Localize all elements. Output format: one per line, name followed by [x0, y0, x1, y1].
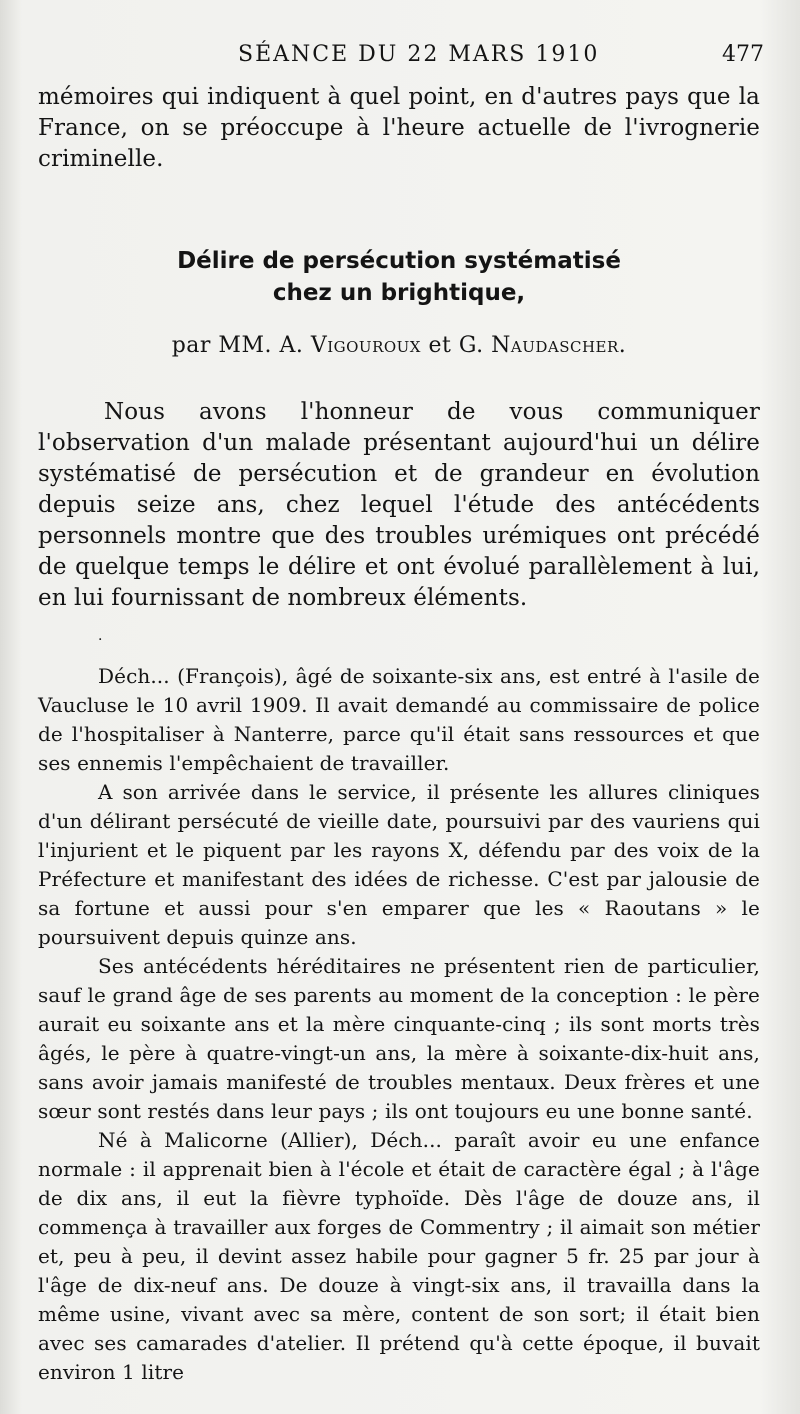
- page-number: 477: [722, 42, 764, 67]
- separator-dot: ·: [98, 632, 103, 648]
- article-title: [38, 245, 760, 309]
- body-paragraph: Ses antécédents héréditaires ne présentent rien de particulier, sauf le grand âge de ses parents au moment de la conception : le père aurait eu soixante ans et la mère cinquante-cinq ; ils sont morts très âgés, le père à quatre-vingt-un ans, la mère à soixante-dix-huit ans, sans avoir jamais manifesté de troubles mentaux. Deux frères et une sœur sont restés dans leur pays ; ils ont toujours eu une bonne santé.: [38, 954, 760, 1123]
- article-title-line2: chez un brightique,: [272, 280, 526, 306]
- body-paragraph: Né à Malicorne (Allier), Déch... paraît avoir eu une enfance normale : il apprenait bien à l'école et était de caractère égal ; à l'âge de dix ans, il eut la fièvre typhoïde. Dès l'âge de douze ans, il commença à travailler aux forges de Commentry ; il aimait son métier et, peu à peu, il devint assez habile pour gagner 5 fr. 25 par jour à l'âge de dix-neuf ans. De douze à vingt-six ans, il travailla dans la même usine, vivant avec sa mère, content de son sort; il était bien avec ses camarades d'atelier. Il prétend qu'à cette époque, il buvait environ 1 litre: [38, 1128, 760, 1384]
- intro-paragraph: Nous avons l'honneur de vous communiquer l'observation d'un malade présentant aujourd'hui un délire systématisé de persécution et de grandeur en évolution depuis seize ans, chez lequel l'étude des antécédents personnels montre que des troubles urémiques ont précédé de quelque temps le délire et ont évolué parallèlement à lui, en lui fournissant de nombreux éléments.: [38, 399, 760, 611]
- byline: [38, 331, 760, 361]
- lead-paragraph: mémoires qui indiquent à quel point, en d'autres pays que la France, on se préoccupe à l'heure actuelle de l'ivrognerie criminelle.: [38, 84, 760, 172]
- article-title-line1: Délire de persécution systématisé: [177, 248, 621, 274]
- byline-prefix: par MM. A.: [171, 333, 304, 358]
- author-naudascher: Naudascher.: [491, 333, 627, 358]
- section-separator: [38, 614, 760, 662]
- byline-mid: et G.: [428, 333, 484, 358]
- body-paragraph: Déch... (François), âgé de soixante-six ans, est entré à l'asile de Vaucluse le 10 avril 1909. Il avait demandé au commissaire de police de l'hospitaliser à Nanterre, parce qu'il était sans ressources et que ses ennemis l'empêchaient de travailler.: [38, 664, 760, 775]
- page-content: [38, 82, 760, 1387]
- author-vigouroux: Vigouroux: [310, 333, 421, 358]
- running-title: SÉANCE DU 22 MARS 1910: [238, 42, 600, 67]
- running-head: [0, 42, 800, 72]
- body-paragraph: A son arrivée dans le service, il présente les allures cliniques d'un délirant persécuté de vieille date, poursuivi par des vauriens qui l'injurient et le piquent par les rayons X, défendu par des voix de la Préfecture et manifestant des idées de richesse. C'est par jalousie de sa fortune et aussi pour s'en emparer que les « Raoutans » le poursuivent depuis quinze ans.: [38, 780, 760, 949]
